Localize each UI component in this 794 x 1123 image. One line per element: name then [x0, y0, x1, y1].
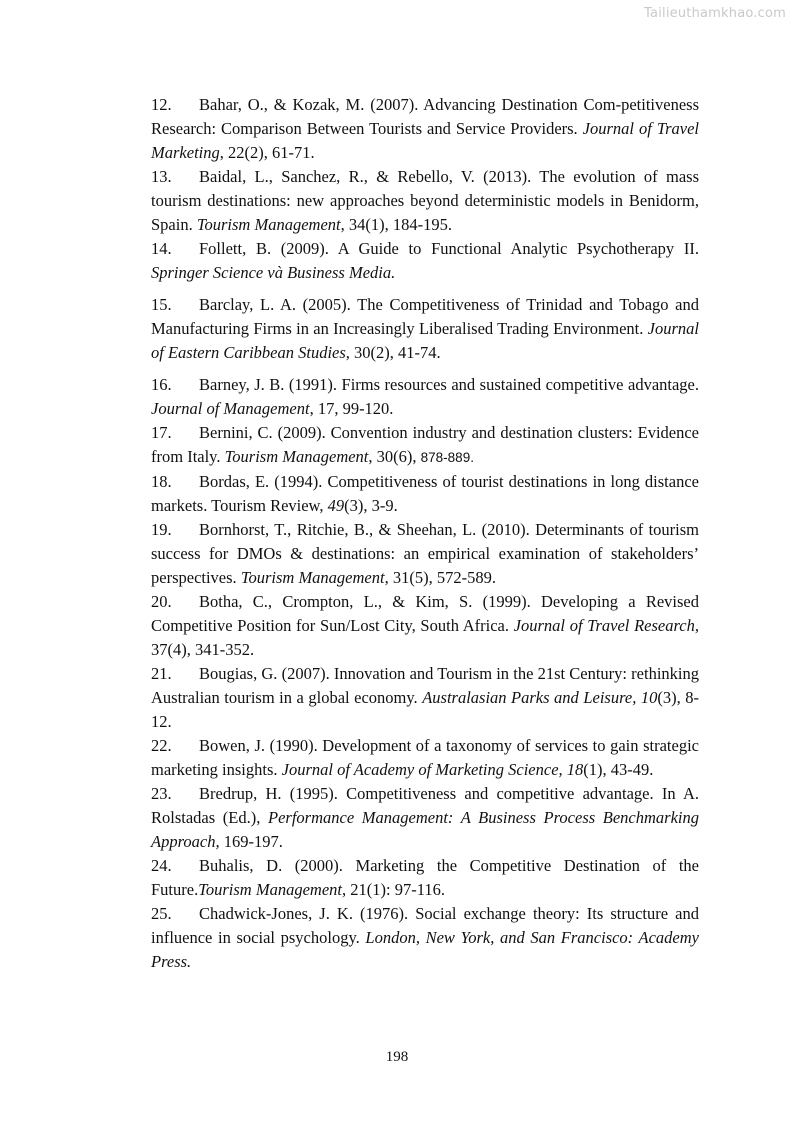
reference-text: Bahar, O., & Kozak, M. (2007). Advancing Destination Com-petitiveness Research: Comparison Between Tourists and Service Providers.	[151, 95, 699, 138]
reference-number: 23.	[151, 784, 172, 803]
reference-item	[151, 165, 699, 237]
reference-item	[151, 782, 699, 854]
reference-text: Buhalis, D. (2000). Marketing the Competitive Destination of the Future.	[151, 856, 699, 899]
watermark-text: Tailieuthamkhao.com	[644, 6, 786, 21]
reference-journal: 49	[327, 496, 345, 515]
reference-number: 13.	[151, 167, 172, 186]
reference-text: Bordas, E. (1994). Competitiveness of tourist destinations in long distance markets. Tourism Review,	[151, 472, 699, 515]
reference-journal: Performance Management: A Business Process Benchmarking Approach,	[151, 808, 700, 851]
page-number: 198	[385, 1049, 409, 1065]
reference-item	[151, 293, 699, 365]
reference-text: Chadwick-Jones, J. K. (1976). Social exchange theory: Its structure and influence in social psychology.	[151, 904, 699, 947]
reference-details: , 34(1), 184-195.	[340, 215, 452, 234]
reference-text: Baidal, L., Sanchez, R., & Rebello, V. (2013). The evolution of mass tourism destinations: new approaches beyond deterministic models in Benidorm, Spain.	[151, 167, 699, 234]
reference-text: Barney, J. B. (1991). Firms resources and sustained competitive advantage.	[199, 375, 699, 394]
reference-details: (3), 3-9.	[344, 496, 398, 515]
reference-number: 18.	[151, 472, 172, 491]
reference-journal: Journal of Eastern Caribbean Studies	[151, 319, 699, 362]
reference-number: 17.	[151, 423, 172, 442]
reference-number: 14.	[151, 239, 172, 258]
reference-details: , 31(5), 572-589.	[384, 568, 496, 587]
reference-text: Bernini, C. (2009). Convention industry and destination clusters: Evidence from Italy.	[151, 423, 699, 466]
reference-journal: Springer Science và Business Media.	[151, 263, 396, 282]
reference-details: , 37(4), 341-352.	[151, 616, 699, 659]
reference-journal: Tourism Management	[240, 568, 385, 587]
reference-details: (1), 43-49.	[583, 760, 654, 779]
reference-details: , 30(2), 41-74.	[345, 343, 441, 362]
reference-number: 15.	[151, 295, 172, 314]
reference-journal: Tourism Management	[224, 447, 369, 466]
reference-details: , 22(2), 61-71.	[219, 143, 315, 162]
reference-number: 19.	[151, 520, 172, 539]
reference-item	[151, 373, 699, 421]
reference-text: Bougias, G. (2007). Innovation and Tourism in the 21st Century: rethinking Australian tourism in a global economy.	[151, 664, 699, 707]
reference-number: 20.	[151, 592, 172, 611]
reference-number: 12.	[151, 95, 172, 114]
reference-item	[151, 902, 699, 974]
reference-item	[151, 93, 699, 165]
reference-number: 24.	[151, 856, 172, 875]
reference-journal: Australasian Parks and Leisure, 10	[422, 688, 658, 707]
reference-details: (3), 8-12.	[151, 688, 699, 731]
reference-number: 16.	[151, 375, 172, 394]
reference-item	[151, 734, 699, 782]
reference-item	[151, 470, 699, 518]
reference-text: Bornhorst, T., Ritchie, B., & Sheehan, L. (2010). Determinants of tourism success for DMOs & destinations: an empirical examination of stakeholders’ perspectives.	[151, 520, 699, 587]
reference-journal: Journal of Travel Marketing	[151, 119, 699, 162]
reference-item	[151, 421, 699, 470]
reference-item	[151, 590, 699, 662]
reference-details: , 30(6),	[368, 447, 421, 466]
reference-list	[151, 93, 699, 974]
reference-text: Barclay, L. A. (2005). The Competitiveness of Trinidad and Tobago and Manufacturing Firms in an Increasingly Liberalised Trading Environment.	[151, 295, 699, 338]
reference-text: Botha, C., Crompton, L., & Kim, S. (1999). Developing a Revised Competitive Position for Sun/Lost City, South Africa.	[151, 592, 699, 635]
reference-journal: Journal of Academy of Marketing Science, 18	[281, 760, 584, 779]
reference-item	[151, 854, 699, 902]
reference-number: 22.	[151, 736, 172, 755]
reference-text: Follett, B. (2009). A Guide to Functional Analytic Psychotherapy II.	[199, 239, 699, 258]
reference-journal: London, New York, and San Francisco: Academy Press.	[151, 928, 699, 971]
reference-details: , 17, 99-120.	[309, 399, 394, 418]
reference-journal: Journal of Travel Research	[513, 616, 695, 635]
reference-item	[151, 518, 699, 590]
reference-details: , 21(1): 97-116.	[342, 880, 445, 899]
reference-journal: Tourism Management	[198, 880, 342, 899]
reference-item	[151, 237, 699, 285]
reference-number: 25.	[151, 904, 172, 923]
reference-text: Bredrup, H. (1995). Competitiveness and competitive advantage. In A. Rolstadas (Ed.),	[151, 784, 699, 827]
reference-details: 169-197.	[219, 832, 283, 851]
reference-journal: Journal of Management	[151, 399, 310, 418]
reference-item	[151, 662, 699, 734]
reference-pages: 878-889.	[420, 450, 474, 465]
reference-number: 21.	[151, 664, 172, 683]
reference-journal: Tourism Management	[196, 215, 341, 234]
reference-text: Bowen, J. (1990). Development of a taxonomy of services to gain strategic marketing insights.	[151, 736, 699, 779]
